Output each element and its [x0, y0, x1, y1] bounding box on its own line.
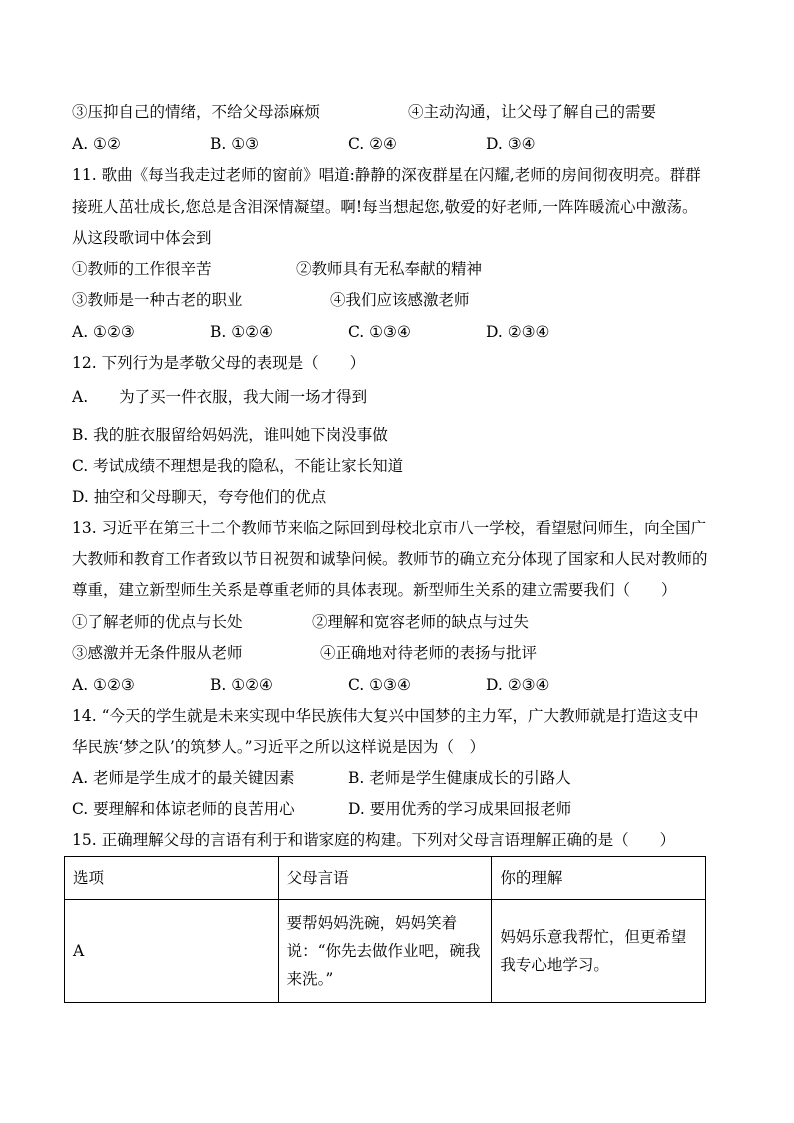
q10-item-3: ③压抑自己的情绪，不给父母添麻烦 — [72, 103, 321, 121]
q12-option-c: C. 考试成绩不理想是我的隐私，不能让家长知道 — [72, 457, 404, 475]
q13-option-a: A. ①②③ — [72, 676, 135, 694]
q13-item-2: ②理解和宽容老师的缺点与过失 — [312, 613, 530, 631]
q12-option-b: B. 我的脏衣服留给妈妈洗，谁叫她下岗没事做 — [72, 426, 388, 444]
q15-table — [64, 856, 706, 1003]
q11-option-c: C. ①③④ — [348, 323, 411, 341]
q14-option-d: D. 要用优秀的学习成果回报老师 — [348, 800, 572, 818]
q13-item-4: ④正确地对待老师的表扬与批评 — [320, 644, 538, 662]
q11-option-d: D. ②③④ — [486, 323, 550, 341]
q14-option-b: B. 老师是学生健康成长的引路人 — [348, 769, 571, 787]
q13-stem-line-3: 尊重，建立新型师生关系是尊重老师的具体表现。新型师生关系的建立需要我们（ ） — [72, 581, 677, 599]
q10-option-c: C. ②④ — [348, 135, 397, 153]
table-header-row — [65, 857, 706, 900]
table-row — [65, 900, 706, 1003]
q15-stem: 15. 正确理解父母的言语有利于和谐家庭的构建。下列对父母言语理解正确的是（ ） — [72, 831, 676, 849]
q10-item-4: ④主动沟通，让父母了解自己的需要 — [408, 103, 657, 121]
q13-option-c: C. ①③④ — [348, 676, 411, 694]
q14-option-c: C. 要理解和体谅老师的良苦用心 — [72, 800, 295, 818]
table-header-your-understanding: 你的理解 — [492, 857, 706, 900]
q11-item-3: ③教师是一种古老的职业 — [72, 291, 243, 309]
q11-option-b: B. ①②④ — [210, 323, 273, 341]
q14-stem-line-1: 14. “今天的学生就是未来实现中华民族伟大复兴中国梦的主力军，广大教师就是打造这支中 — [72, 707, 699, 725]
q13-item-3: ③感激并无条件服从老师 — [72, 644, 243, 662]
q11-stem-line-2: 接班人茁壮成长,您总是含泪深情凝望。啊!每当想起您,敬爱的好老师,一阵阵暖流心中激荡。 — [72, 198, 698, 216]
q13-stem-line-2: 大教师和教育工作者致以节日祝贺和诚挚问候。教师节的确立充分体现了国家和人民对教师的 — [72, 550, 708, 568]
q11-item-2: ②教师具有无私奉献的精神 — [296, 260, 483, 278]
table-header-parent-words: 父母言语 — [278, 857, 492, 900]
q12-stem: 12. 下列行为是孝敬父母的表现是（ ） — [72, 354, 366, 372]
q11-option-a: A. ①②③ — [72, 323, 135, 341]
q13-option-d: D. ②③④ — [486, 676, 550, 694]
q14-stem-line-2: 华民族‘梦之队’的筑梦人。”习近平之所以这样说是因为（ ） — [72, 738, 486, 756]
q11-stem-line-1: 11. 歌曲《每当我走过老师的窗前》唱道:静静的深夜群星在闪耀,老师的房间彻夜明亮。群群 — [72, 166, 701, 184]
q13-stem-line-1: 13. 习近平在第三十二个教师节来临之际回到母校北京市八一学校，看望慰问师生，向全国广 — [72, 519, 707, 537]
table-cell-parent-words: 要帮妈妈洗碗，妈妈笑着说：“你先去做作业吧，碗我来洗。” — [278, 900, 492, 1003]
q10-option-b: B. ①③ — [210, 135, 260, 153]
q11-stem-line-3: 从这段歌词中体会到 — [72, 229, 212, 247]
q11-item-4: ④我们应该感激老师 — [330, 291, 470, 309]
q13-option-b: B. ①②④ — [210, 676, 273, 694]
q10-option-a: A. ①② — [72, 135, 121, 153]
table-cell-your-understanding: 妈妈乐意我帮忙，但更希望我专心地学习。 — [492, 900, 706, 1003]
table-cell-option: A — [65, 900, 279, 1003]
q13-item-1: ①了解老师的优点与长处 — [72, 613, 243, 631]
q11-item-1: ①教师的工作很辛苦 — [72, 260, 212, 278]
table-header-option: 选项 — [65, 857, 279, 900]
q12-option-d: D. 抽空和父母聊天，夸夸他们的优点 — [72, 488, 327, 506]
q10-option-d: D. ③④ — [486, 135, 536, 153]
q14-option-a: A. 老师是学生成才的最关键因素 — [72, 769, 295, 787]
q12-option-a: A. 为了买一件衣服，我大闹一场才得到 — [72, 388, 368, 406]
